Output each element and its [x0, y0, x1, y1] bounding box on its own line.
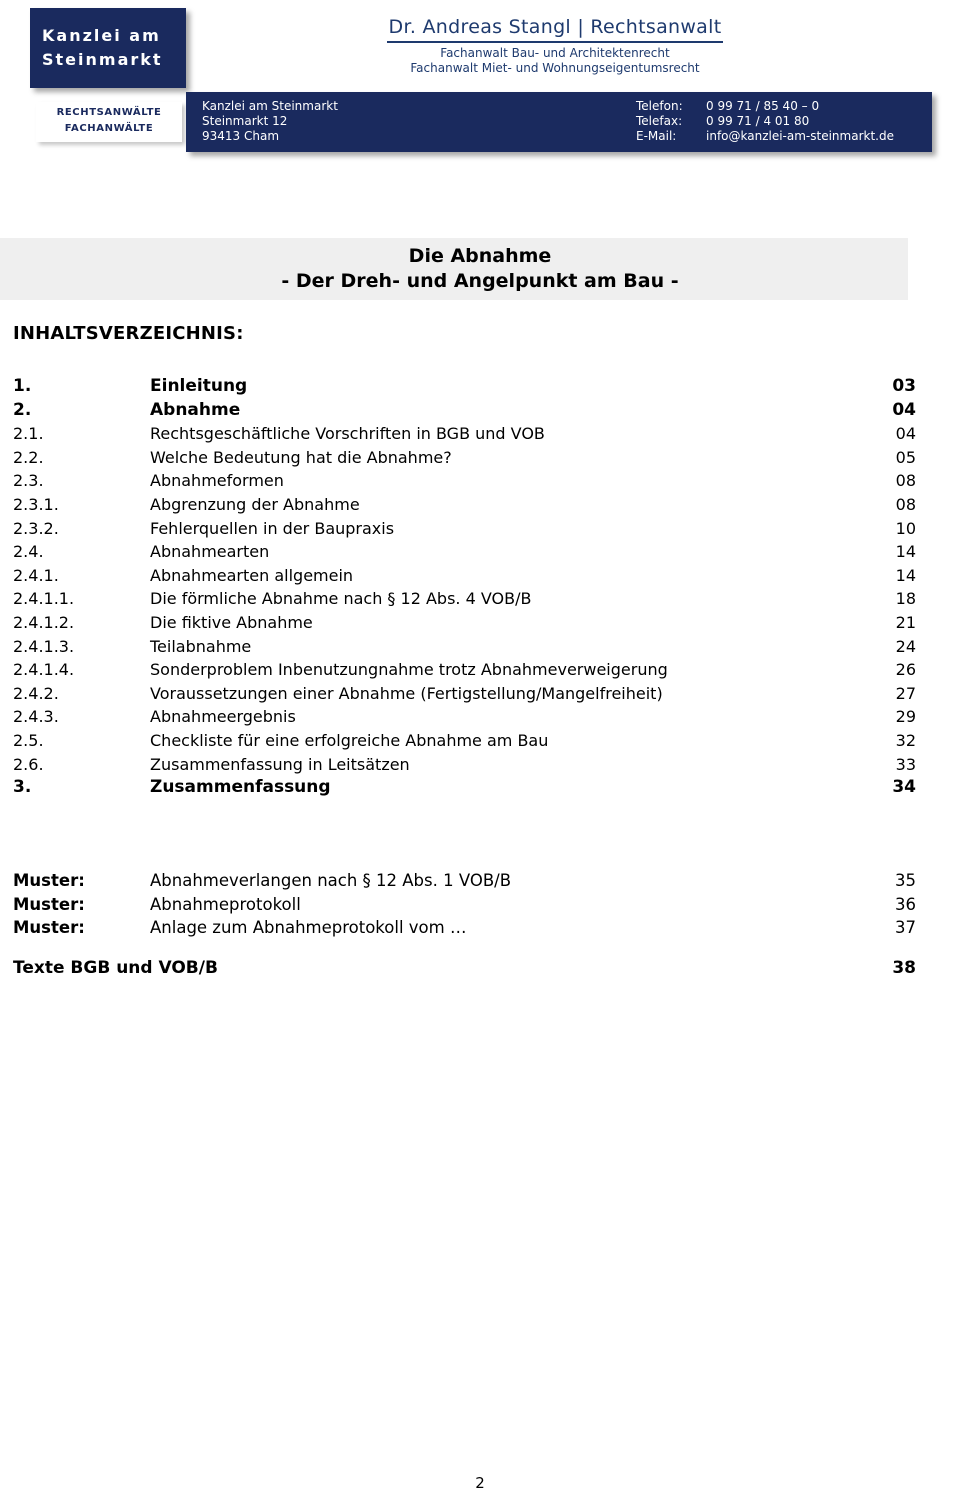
toc-entry-title: Zusammenfassung in Leitsätzen: [150, 754, 410, 774]
toc-entry-page: 03: [892, 376, 916, 396]
toc-entry-title: Teilabnahme: [150, 636, 252, 656]
lawyer-specialty-1: Fachanwalt Bau- und Architektenrecht: [440, 46, 670, 60]
toc-entry-title: Abgrenzung der Abnahme: [150, 494, 360, 514]
toc-heading: INHALTSVERZEICHNIS:: [13, 323, 244, 344]
toc-entry-title: Die fiktive Abnahme: [150, 612, 313, 632]
muster-page: 36: [895, 894, 916, 914]
toc-entry: [13, 517, 916, 541]
toc-entry-page: 33: [895, 754, 916, 774]
toc-entry-page: 08: [895, 494, 916, 514]
muster-entry: [13, 893, 916, 917]
toc-entry-page: 34: [892, 777, 916, 798]
toc-entry-title: Abnahmearten: [150, 542, 270, 562]
muster-list: [13, 869, 916, 940]
muster-label: Muster:: [13, 894, 85, 914]
toc-entry: [13, 422, 916, 446]
toc-entry: [13, 375, 916, 399]
toc-entry-number: 2.5.: [13, 730, 44, 750]
toc-entry-page: 05: [895, 447, 916, 467]
lawyer-name: Dr. Andreas Stangl | Rechtsanwalt: [388, 16, 722, 38]
toc-entry: [13, 753, 916, 777]
firm-address: [202, 99, 338, 144]
toc-entry: [13, 776, 916, 800]
contact-details: [636, 99, 894, 144]
texte-page: 38: [892, 958, 916, 978]
doc-title-line-2: - Der Dreh- und Angelpunkt am Bau -: [281, 270, 679, 292]
muster-entry: [13, 869, 916, 893]
header-divider-line: [387, 41, 723, 43]
toc-entry-title: Abnahme: [150, 399, 241, 420]
muster-title: Abnahmeprotokoll: [150, 894, 301, 914]
toc-entry-page: 04: [895, 424, 916, 444]
toc-entry-page: 18: [895, 589, 916, 609]
lawyer-header: [330, 16, 780, 76]
toc-entry-title: Abnahmeergebnis: [150, 707, 296, 727]
toc-entry-title: Zusammenfassung: [150, 777, 331, 798]
toc-entry: [13, 611, 916, 635]
toc-entry: [13, 493, 916, 517]
toc-entry: [13, 587, 916, 611]
firm-roles: [36, 102, 182, 142]
toc-entry-number: 2.3.2.: [13, 518, 59, 538]
contact-row-telefax: [636, 114, 894, 129]
toc-entry-number: 2.4.: [13, 542, 44, 562]
toc-list: [13, 375, 916, 800]
toc-entry-page: 14: [895, 565, 916, 585]
toc-entry-number: 2.4.3.: [13, 707, 59, 727]
toc-entry-number: 2.4.1.: [13, 565, 59, 585]
toc-entry-number: 2.3.1.: [13, 494, 59, 514]
toc-entry-page: 32: [895, 730, 916, 750]
toc-entry-number: 2.2.: [13, 447, 44, 467]
toc-entry-title: Fehlerquellen in der Baupraxis: [150, 518, 395, 538]
toc-entry: [13, 469, 916, 493]
toc-entry: [13, 705, 916, 729]
toc-entry-page: 08: [895, 471, 916, 491]
toc-entry-title: Die förmliche Abnahme nach § 12 Abs. 4 VOB/B: [150, 589, 532, 609]
muster-label: Muster:: [13, 871, 85, 890]
contact-value: info@kanzlei-am-steinmarkt.de: [706, 129, 894, 143]
toc-entry-number: 2.3.: [13, 471, 44, 491]
muster-page: 37: [895, 918, 916, 938]
toc-entry-number: 2.4.1.3.: [13, 636, 75, 656]
toc-entry-number: 2.1.: [13, 424, 44, 444]
toc-entry-page: 24: [895, 636, 916, 656]
toc-entry-page: 29: [895, 707, 916, 727]
toc-entry-title: Einleitung: [150, 376, 248, 396]
muster-label: Muster:: [13, 918, 85, 938]
toc-entry-title: Rechtsgeschäftliche Vorschriften in BGB und VOB: [150, 424, 545, 444]
toc-entry-page: 14: [895, 542, 916, 562]
address-line-1: Kanzlei am Steinmarkt: [202, 99, 338, 113]
contact-bar: [186, 92, 932, 152]
toc-entry-title: Checkliste für eine erfolgreiche Abnahme am Bau: [150, 730, 549, 750]
muster-title: Abnahmeverlangen nach § 12 Abs. 1 VOB/B: [150, 871, 512, 890]
address-line-3: 93413 Cham: [202, 129, 280, 143]
toc-entry-number: 2.4.1.2.: [13, 612, 75, 632]
toc-entry: [13, 729, 916, 753]
muster-page: 35: [895, 871, 916, 890]
toc-entry: [13, 635, 916, 659]
contact-label: Telefon:: [636, 99, 683, 113]
firm-logo-line-2: Steinmarkt: [42, 50, 163, 69]
toc-entry-page: 26: [895, 660, 916, 680]
address-line-2: Steinmarkt 12: [202, 114, 288, 128]
contact-label: E-Mail:: [636, 129, 677, 143]
muster-title: Anlage zum Abnahmeprotokoll vom …: [150, 918, 467, 938]
toc-entry: [13, 540, 916, 564]
toc-entry-page: 10: [895, 518, 916, 538]
contact-row-telefon: [636, 99, 894, 114]
toc-entry-title: Sonderproblem Inbenutzungnahme trotz Abnahmeverweigerung: [150, 660, 668, 680]
lawyer-specialty-2: Fachanwalt Miet- und Wohnungseigentumsrecht: [410, 61, 700, 75]
document-title: [0, 238, 908, 300]
toc-entry: [13, 399, 916, 423]
doc-title-line-1: Die Abnahme: [408, 245, 552, 267]
toc-entry-page: 27: [895, 683, 916, 703]
toc-entry: [13, 682, 916, 706]
muster-entry: [13, 916, 916, 940]
toc-entry-number: 2.6.: [13, 754, 44, 774]
firm-logo: [30, 8, 186, 88]
toc-entry-page: 21: [895, 612, 916, 632]
texte-section-row: [13, 958, 916, 978]
firm-role-fachanwaelte: FACHANWÄLTE: [64, 123, 154, 134]
toc-entry-number: 3.: [13, 777, 32, 798]
contact-value: 0 99 71 / 4 01 80: [706, 114, 810, 128]
page-number: 2: [475, 1474, 485, 1492]
toc-entry: [13, 564, 916, 588]
toc-entry-number: 2.4.2.: [13, 683, 59, 703]
toc-entry-title: Welche Bedeutung hat die Abnahme?: [150, 447, 452, 467]
toc-entry-number: 2.4.1.4.: [13, 660, 75, 680]
firm-logo-line-1: Kanzlei am: [42, 26, 161, 45]
toc-entry-title: Voraussetzungen einer Abnahme (Fertigstellung/Mangelfreiheit): [150, 683, 663, 703]
toc-entry-number: 2.: [13, 399, 32, 420]
contact-label: Telefax:: [636, 114, 683, 128]
toc-entry-page: 04: [892, 399, 916, 420]
contact-value: 0 99 71 / 85 40 – 0: [706, 99, 820, 113]
toc-entry: [13, 446, 916, 470]
toc-entry: [13, 658, 916, 682]
contact-row-email: [636, 129, 894, 144]
toc-entry-title: Abnahmearten allgemein: [150, 565, 354, 585]
toc-entry-number: 2.4.1.1.: [13, 589, 75, 609]
firm-role-rechtsanwaelte: RECHTSANWÄLTE: [56, 107, 162, 118]
texte-title: Texte BGB und VOB/B: [13, 958, 218, 978]
toc-entry-number: 1.: [13, 376, 32, 396]
toc-entry-title: Abnahmeformen: [150, 471, 284, 491]
